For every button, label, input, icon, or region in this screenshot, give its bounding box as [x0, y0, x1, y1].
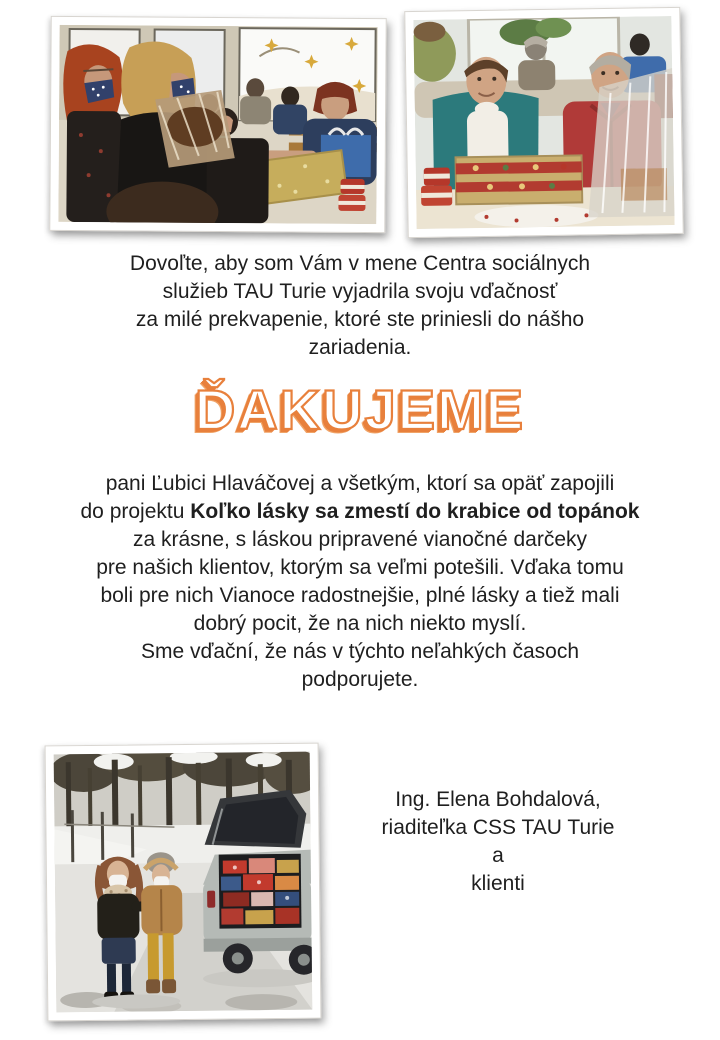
- intro-line-1: Dovoľte, aby som Vám v mene Centra sociálnych: [129, 252, 591, 275]
- signature-clients: klienti: [471, 872, 525, 895]
- project-name-bold: Koľko lásky sa zmestí do krabice od topánok: [190, 500, 640, 523]
- intro-paragraph: [20, 250, 700, 362]
- photo-car-trunk-image: [54, 752, 313, 1013]
- thank-you-heading: ĎAKUJEME: [194, 378, 526, 441]
- photo-gift-handover-image: [58, 25, 377, 224]
- signature-name: Ing. Elena Bohdalová,: [395, 788, 601, 811]
- main-line-7: Sme vďační, že nás v týchto neľahkých časoch: [140, 640, 580, 663]
- main-line-2: [20, 498, 700, 526]
- main-line-2-prefix: do projektu: [80, 500, 191, 523]
- main-line-4: pre našich klientov, ktorým sa veľmi potešili. Vďaka tomu: [96, 556, 624, 579]
- photo-gift-handover: [49, 16, 386, 233]
- main-line-5: boli pre nich Vianoce radostnejšie, plné lásky a tiež mali: [100, 584, 620, 607]
- photo-two-women-image: [413, 16, 674, 229]
- main-line-1: pani Ľubici Hlaváčovej a všetkým, ktorí sa opäť zapojili: [105, 472, 615, 495]
- photo-two-women-with-gifts: [404, 7, 684, 238]
- signature-and: a: [492, 844, 504, 867]
- signature-title: riaditeľka CSS TAU Turie: [381, 816, 615, 839]
- main-paragraph: [20, 470, 700, 694]
- main-line-6: dobrý pocit, že na nich niekto myslí.: [193, 612, 527, 635]
- intro-line-4: zariadenia.: [308, 336, 412, 359]
- main-line-3: za krásne, s láskou pripravené vianočné darčeky: [132, 528, 588, 551]
- signature-block: [338, 786, 658, 898]
- intro-line-3: za milé prekvapenie, ktoré ste priniesli do nášho: [135, 308, 585, 331]
- photo-car-trunk-gifts: [45, 743, 322, 1022]
- main-line-8: podporujete.: [301, 668, 419, 691]
- intro-line-2: služieb TAU Turie vyjadrila svoju vďačnosť: [162, 280, 558, 303]
